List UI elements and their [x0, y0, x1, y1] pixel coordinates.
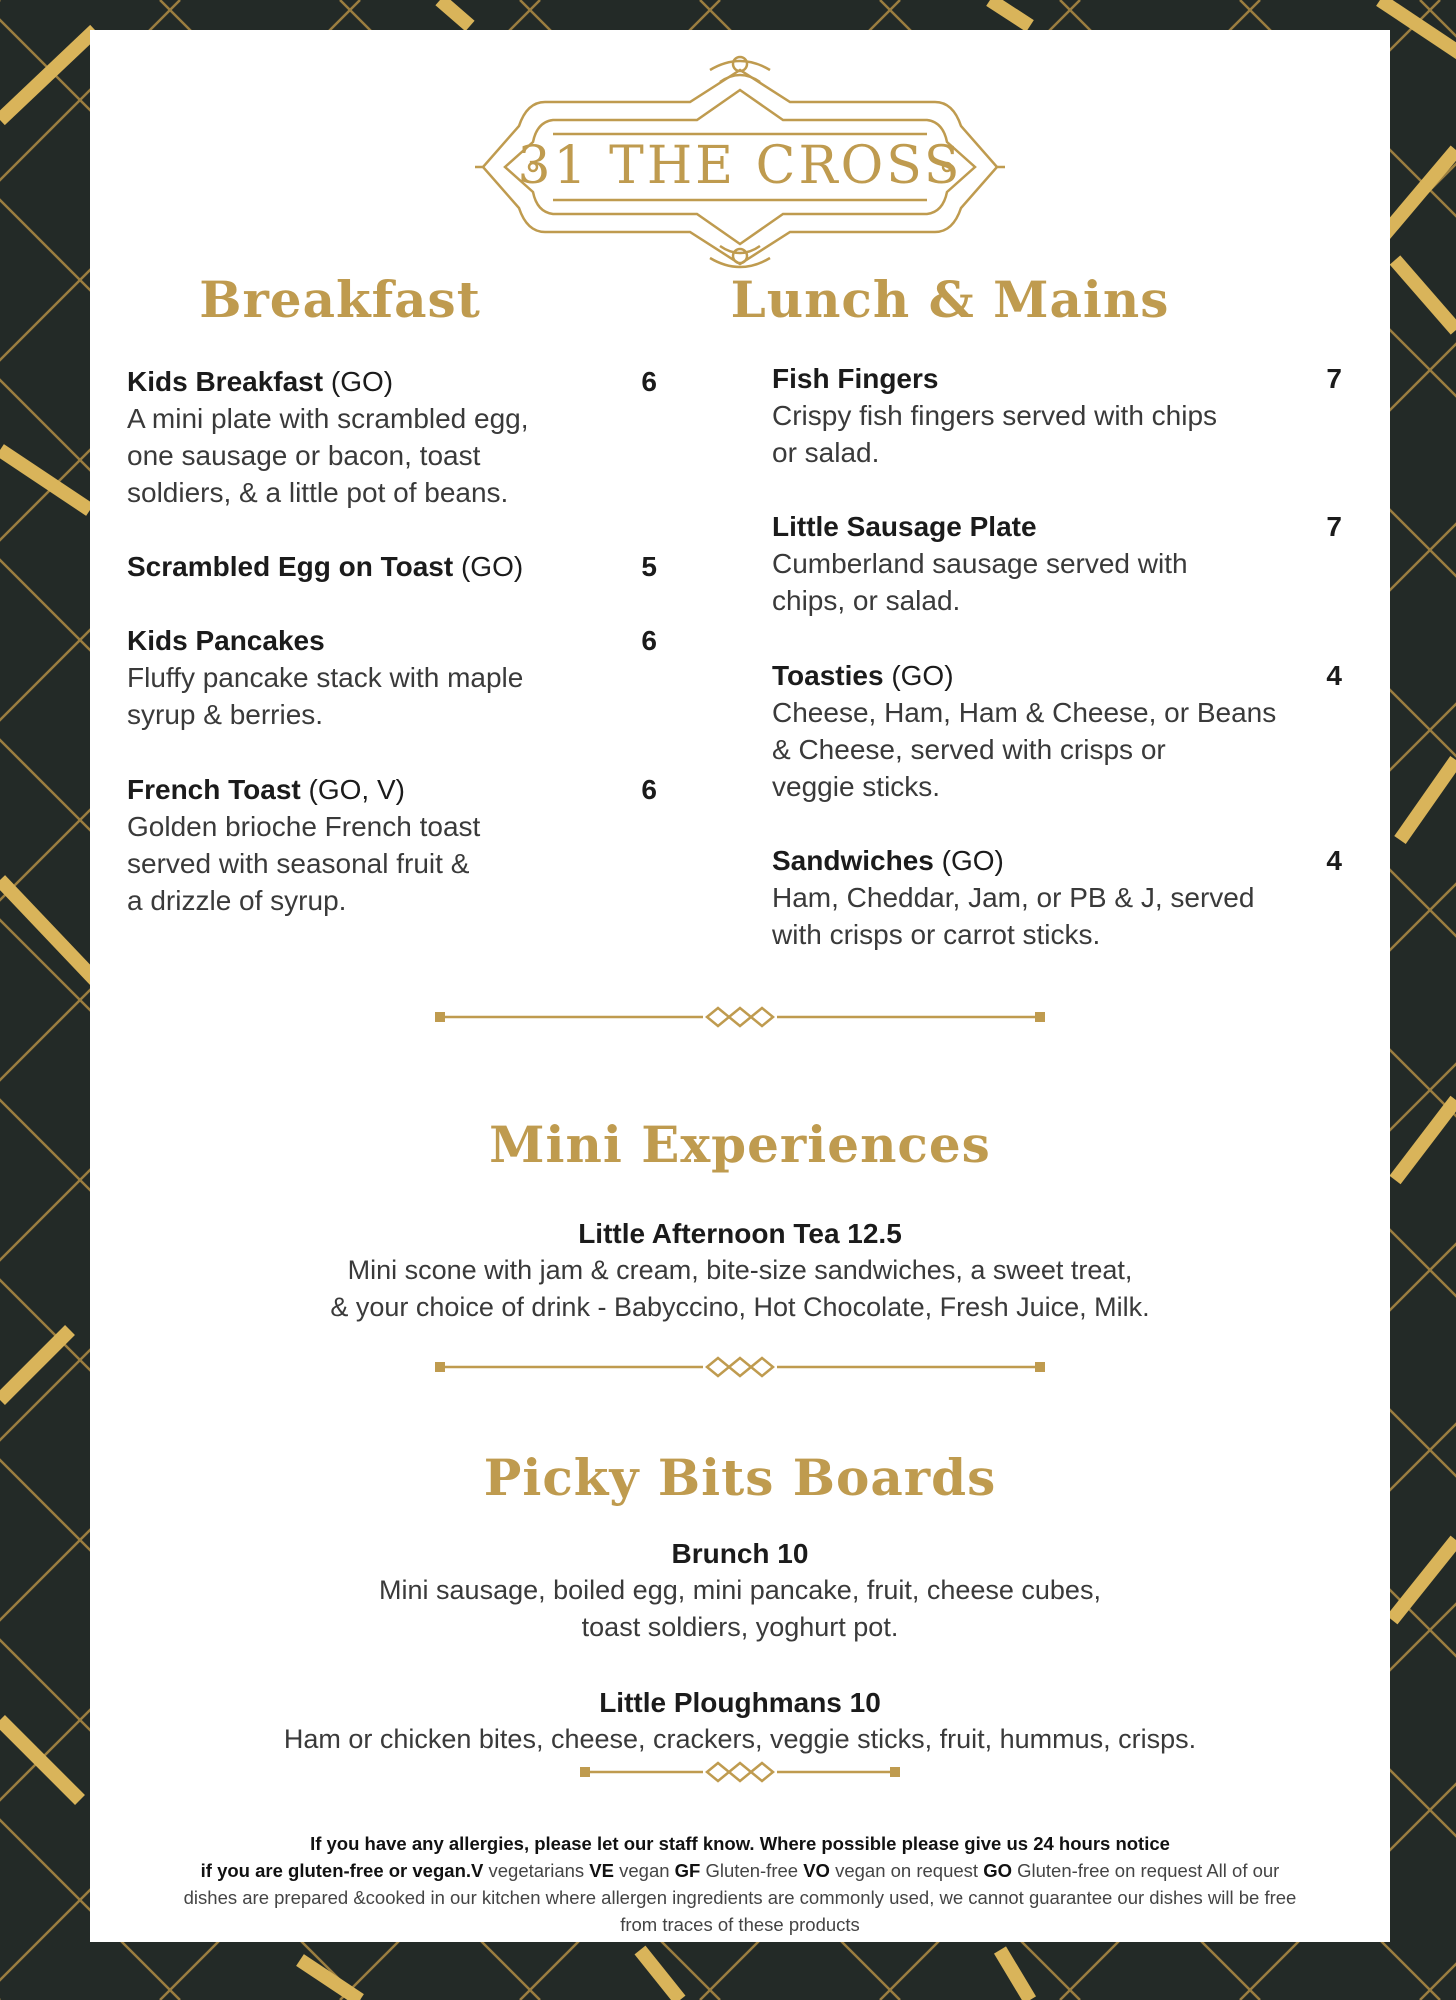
- decorative-line: [0, 450, 90, 510]
- decorative-line: [0, 1330, 70, 1400]
- item-tags: (GO): [891, 660, 954, 691]
- item-title: Brunch 10: [671, 1538, 809, 1569]
- dietary-key-part: if you are gluten-free or vegan.: [200, 1860, 472, 1881]
- decorative-line: [0, 30, 95, 120]
- menu-item-scrambled-egg: [127, 548, 657, 585]
- allergen-disclaimer: dishes are prepared &cooked in our kitchen where allergen ingredients are commonly used, we cannot guarantee our dishes will be free: [183, 1887, 1297, 1908]
- afternoon-tea-section: [90, 1215, 1390, 1326]
- item-tags: (GO): [460, 551, 524, 582]
- item-description-line: Ham or chicken bites, cheese, crackers, veggie sticks, fruit, hummus, crisps.: [283, 1724, 1197, 1754]
- item-price: 6: [641, 774, 657, 805]
- item-name: Kids Breakfast: [127, 366, 324, 397]
- menu-item-kids-pancakes: [127, 622, 657, 733]
- decorative-line: [300, 1960, 360, 2000]
- dietary-key-part: VO: [803, 1860, 830, 1881]
- item-tags: (GO): [330, 366, 394, 397]
- item-description-line: Golden brioche French toast: [127, 811, 481, 842]
- item-title: Little Ploughmans 10: [599, 1687, 881, 1718]
- item-price: 7: [1326, 363, 1342, 394]
- item-name: French Toast: [127, 774, 301, 805]
- decorative-line: [1392, 1540, 1456, 1620]
- item-price: 4: [1326, 845, 1342, 876]
- allergen-footer: [115, 1830, 1365, 1938]
- breakfast-heading: Breakfast: [199, 270, 481, 329]
- dietary-key-part: vegan: [613, 1860, 675, 1881]
- decorative-line: [1380, 150, 1456, 240]
- brunch-board: [90, 1535, 1390, 1646]
- item-description-line: Mini sausage, boiled egg, mini pancake, fruit, cheese cubes,: [379, 1575, 1101, 1605]
- dietary-key-part: vegetarians: [483, 1860, 590, 1881]
- dietary-key-part: GO: [983, 1860, 1012, 1881]
- lunch-heading: Lunch & Mains: [730, 270, 1170, 329]
- menu-item-fish-fingers: [772, 360, 1342, 471]
- item-name: Kids Pancakes: [127, 625, 325, 656]
- ornamental-divider: [580, 1760, 900, 1784]
- decorative-line: [440, 0, 470, 26]
- decorative-line: [1000, 1950, 1030, 2000]
- decorative-line: [1395, 260, 1456, 330]
- allergen-disclaimer-end: from traces of these products: [620, 1914, 860, 1935]
- item-description-line: soldiers, & a little pot of beans.: [127, 477, 509, 508]
- dietary-key-part: VE: [589, 1860, 614, 1881]
- item-tags: (GO, V): [308, 774, 405, 805]
- item-description-line: Ham, Cheddar, Jam, or PB & J, served: [772, 882, 1255, 913]
- item-description-line: Cheese, Ham, Ham & Cheese, or Beans: [772, 697, 1277, 728]
- item-name: Little Sausage Plate: [772, 511, 1037, 542]
- menu-item-toasties: [772, 657, 1342, 805]
- item-description-line: with crisps or carrot sticks.: [772, 919, 1101, 950]
- dietary-key-part: Gluten-free on request All of our: [1011, 1860, 1280, 1881]
- decorative-line: [1400, 760, 1456, 840]
- dietary-key-part: V: [471, 1860, 484, 1881]
- item-description-line: syrup & berries.: [127, 699, 324, 730]
- item-description-line: one sausage or bacon, toast: [127, 440, 481, 471]
- decorative-line: [640, 1950, 680, 2000]
- item-name: Scrambled Egg on Toast: [127, 551, 454, 582]
- item-description-line: Fluffy pancake stack with maple: [127, 662, 524, 693]
- item-description-line: or salad.: [772, 437, 880, 468]
- menu-card: [90, 30, 1390, 1942]
- dietary-key-part: GF: [674, 1860, 701, 1881]
- item-description-line: chips, or salad.: [772, 585, 961, 616]
- item-price: 4: [1326, 660, 1342, 691]
- item-price: 6: [641, 366, 657, 397]
- item-description-line: & Cheese, served with crisps or: [772, 734, 1166, 765]
- logo-emblem: [475, 50, 1005, 270]
- item-name: Sandwiches: [772, 845, 934, 876]
- decorative-line: [990, 0, 1030, 26]
- dietary-key: [115, 1857, 1365, 1884]
- mini-experiences-heading: Mini Experiences: [489, 1115, 991, 1174]
- item-description-line: Mini scone with jam & cream, bite-size sandwiches, a sweet treat,: [347, 1255, 1133, 1285]
- item-name: Fish Fingers: [772, 363, 939, 394]
- item-description-line: toast soldiers, yoghurt pot.: [581, 1612, 899, 1642]
- menu-item-sandwiches: [772, 842, 1342, 953]
- decorative-line: [1395, 1100, 1456, 1180]
- ploughmans-board: [90, 1684, 1390, 1758]
- item-price: 5: [641, 551, 657, 582]
- logo-text: 31 THE CROSS: [517, 136, 963, 196]
- decorative-line: [1380, 0, 1456, 60]
- allergy-notice: If you have any allergies, please let our staff know. Where possible please give us 24 hours notice: [310, 1833, 1170, 1854]
- menu-item-little-sausage-plate: [772, 508, 1342, 619]
- item-price: 7: [1326, 511, 1342, 542]
- item-description-line: a drizzle of syrup.: [127, 885, 347, 916]
- menu-item-kids-breakfast: [127, 363, 657, 511]
- item-name: Toasties: [772, 660, 884, 691]
- item-description-line: served with seasonal fruit &: [127, 848, 470, 879]
- ornamental-divider: [435, 1005, 1045, 1029]
- dietary-key-part: Gluten-free: [700, 1860, 804, 1881]
- item-description-line: & your choice of drink - Babyccino, Hot Chocolate, Fresh Juice, Milk.: [330, 1292, 1150, 1322]
- item-description-line: Crispy fish fingers served with chips: [772, 400, 1218, 431]
- item-tags: (GO): [941, 845, 1004, 876]
- item-description-line: A mini plate with scrambled egg,: [127, 403, 529, 434]
- item-price: 6: [641, 625, 657, 656]
- item-description-line: veggie sticks.: [772, 771, 941, 802]
- ornamental-divider: [435, 1355, 1045, 1379]
- decorative-line: [0, 880, 95, 980]
- picky-bits-heading: Picky Bits Boards: [483, 1448, 997, 1507]
- item-description-line: Cumberland sausage served with: [772, 548, 1188, 579]
- item-title: Little Afternoon Tea 12.5: [578, 1218, 902, 1249]
- menu-item-french-toast: [127, 771, 657, 919]
- dietary-key-part: vegan on request: [829, 1860, 984, 1881]
